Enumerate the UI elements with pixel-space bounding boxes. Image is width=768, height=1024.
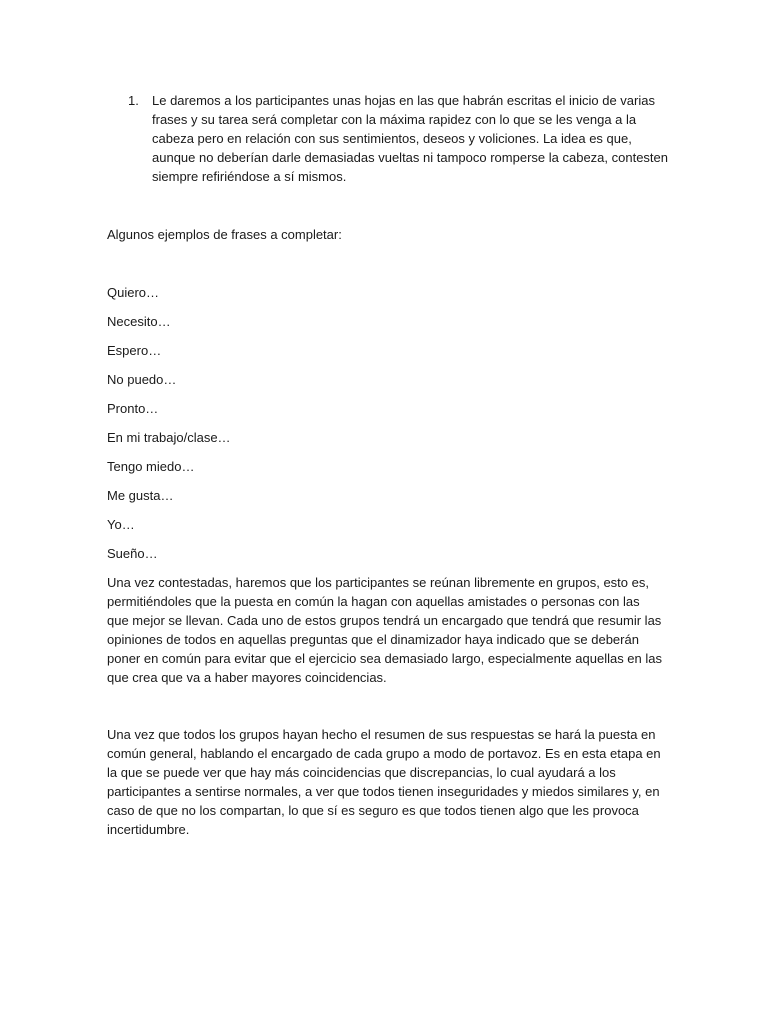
phrase-item: Yo… bbox=[107, 517, 135, 532]
list-item-text: Le daremos a los participantes unas hojas en las que habrán escritas el inicio de varias frases y su tarea será completar con la máxima rapidez con lo que se les venga a la cabeza pero en relación con sus sentimientos, deseos y voliciones. La idea es que, aunque no deberían darle demasiadas vueltas ni tampoco romperse la cabeza, contesten siempre refiriéndose a sí mismos. bbox=[152, 93, 668, 184]
body-paragraph: Una vez contestadas, haremos que los participantes se reúnan libremente en grupos, esto es, permitiéndoles que la puesta en común la hagan con aquellas amistades o personas con las que mejor se llevan. Cada uno de estos grupos tendrá un encargado que tendrá que resumir las opiniones de todos en aquellas preguntas que el dinamizador haya indicado que se deberán poner en común para evitar que el ejercicio sea demasiado largo, especialmente aquellas en las que crea que va a haber mayores coincidencias. bbox=[107, 575, 663, 685]
phrase-item: Espero… bbox=[107, 343, 162, 358]
phrase-item: En mi trabajo/clase… bbox=[107, 430, 231, 445]
phrase-item: No puedo… bbox=[107, 372, 177, 387]
phrase-item: Me gusta… bbox=[107, 488, 174, 503]
examples-heading: Algunos ejemplos de frases a completar: bbox=[107, 227, 342, 242]
phrase-item: Sueño… bbox=[107, 546, 158, 561]
phrase-item: Tengo miedo… bbox=[107, 459, 195, 474]
numbered-list-item bbox=[128, 91, 668, 186]
phrase-item: Necesito… bbox=[107, 314, 171, 329]
list-number: 1. bbox=[128, 93, 139, 108]
phrase-item: Quiero… bbox=[107, 285, 160, 300]
phrase-item: Pronto… bbox=[107, 401, 159, 416]
body-paragraph: Una vez que todos los grupos hayan hecho el resumen de sus respuestas se hará la puesta en común general, hablando el encargado de cada grupo a modo de portavoz. Es en esta etapa en la que se puede ver que hay más coincidencias que discrepancias, lo cual ayudará a los participantes a sentirse normales, a ver que todos tienen inseguridades y miedos similares y, en caso de que no los compartan, lo que sí es seguro es que todos tienen algo que les provoca incertidumbre. bbox=[107, 727, 661, 837]
